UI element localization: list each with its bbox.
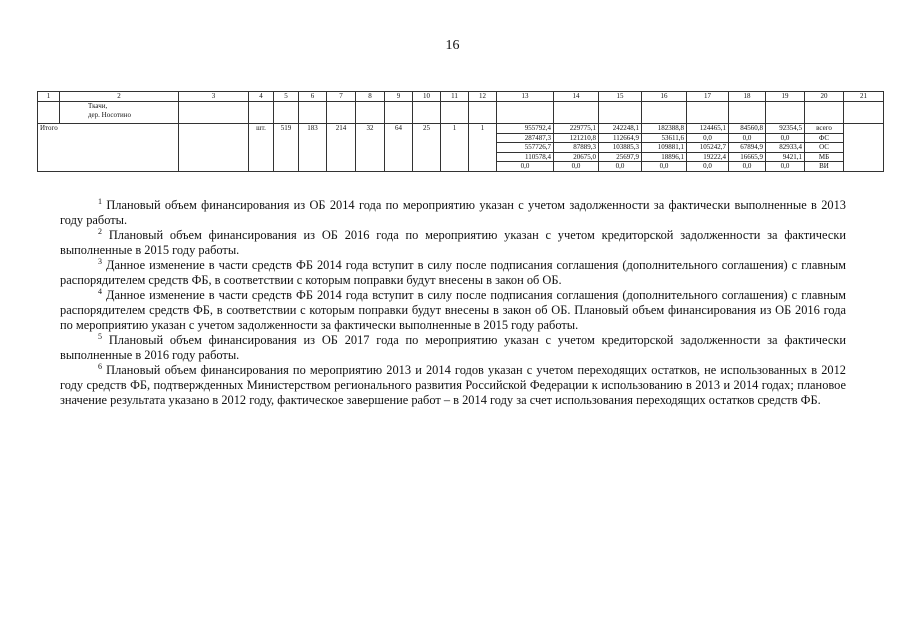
source-cell: ФС: [805, 133, 844, 143]
funding-cell: 229775,1: [554, 124, 599, 134]
count-cell: 519: [274, 124, 299, 172]
column-number: 17: [687, 92, 729, 102]
funding-cell: 92354,5: [766, 124, 805, 134]
footnote-mark: 4: [98, 287, 102, 296]
count-cell: 1: [441, 124, 469, 172]
funding-cell: 109881,1: [642, 143, 687, 153]
footnote-mark: 3: [98, 257, 102, 266]
funding-cell: 105242,7: [687, 143, 729, 153]
funding-cell: 110578,4: [497, 152, 554, 162]
location-label: Ткачи, дер. Носотино: [60, 102, 179, 124]
funding-cell: 0,0: [729, 162, 766, 172]
footnote-mark: 2: [98, 227, 102, 236]
funding-cell: 53611,6: [642, 133, 687, 143]
funding-cell: 287487,3: [497, 133, 554, 143]
count-cell: 25: [413, 124, 441, 172]
funding-cell: 0,0: [687, 133, 729, 143]
funding-cell: 0,0: [766, 133, 805, 143]
footnote: [60, 258, 846, 288]
column-number-row: [38, 92, 884, 102]
column-number: 20: [805, 92, 844, 102]
table-row: [38, 124, 884, 134]
column-number: 19: [766, 92, 805, 102]
funding-cell: 124465,1: [687, 124, 729, 134]
column-number: 21: [844, 92, 884, 102]
column-number: 3: [179, 92, 249, 102]
funding-cell: 84560,8: [729, 124, 766, 134]
column-number: 11: [441, 92, 469, 102]
footnote: [60, 333, 846, 363]
column-number: 6: [299, 92, 327, 102]
page-number: 16: [445, 38, 460, 53]
count-cell: 183: [299, 124, 327, 172]
footnote: [60, 288, 846, 333]
footnote-text: Плановый объем финансирования из ОБ 2016 года по мероприятию указан с учетом кредиторской задолженности за фактически выполненные в 2015 году работы.: [60, 228, 846, 257]
funding-cell: 0,0: [766, 162, 805, 172]
source-cell: ВИ: [805, 162, 844, 172]
funding-cell: 82933,4: [766, 143, 805, 153]
footnote: [60, 198, 846, 228]
funding-cell: 0,0: [554, 162, 599, 172]
funding-cell: 121210,8: [554, 133, 599, 143]
funding-cell: 25697,9: [599, 152, 642, 162]
funding-cell: 242248,1: [599, 124, 642, 134]
funding-cell: 0,0: [497, 162, 554, 172]
funding-cell: 0,0: [642, 162, 687, 172]
total-label: Итого: [38, 124, 179, 172]
funding-cell: 955792,4: [497, 124, 554, 134]
table-row: [38, 102, 884, 124]
funding-cell: 19222,4: [687, 152, 729, 162]
column-number: 7: [327, 92, 356, 102]
funding-cell: 18896,1: [642, 152, 687, 162]
funding-cell: 0,0: [599, 162, 642, 172]
source-cell: всего: [805, 124, 844, 134]
count-cell: 64: [385, 124, 413, 172]
footnote-mark: 1: [98, 197, 102, 206]
count-cell: 32: [356, 124, 385, 172]
funding-cell: 20675,0: [554, 152, 599, 162]
column-number: 10: [413, 92, 441, 102]
funding-cell: 103885,3: [599, 143, 642, 153]
footnote-mark: 5: [98, 332, 102, 341]
funding-cell: 9421,1: [766, 152, 805, 162]
source-cell: ОС: [805, 143, 844, 153]
unit-cell: шт.: [249, 124, 274, 172]
footnote-text: Данное изменение в части средств ФБ 2014 года вступит в силу после подписания соглашения (дополнительного соглашения) с главным распорядителем средств ФБ, в соответствии с которым поправки будут внесены в закон об ОБ. Плановый объем финансирования из ОБ 2016 года по мероприятию указан с учетом задолженности за фактически выполненные в 2015 году работы.: [60, 288, 846, 332]
funding-cell: 87889,3: [554, 143, 599, 153]
funding-cell: 0,0: [687, 162, 729, 172]
column-number: 1: [38, 92, 60, 102]
column-number: 14: [554, 92, 599, 102]
column-number: 13: [497, 92, 554, 102]
funding-cell: 16665,9: [729, 152, 766, 162]
column-number: 8: [356, 92, 385, 102]
column-number: 12: [469, 92, 497, 102]
funding-cell: 67894,9: [729, 143, 766, 153]
footnote-mark: 6: [98, 362, 102, 371]
source-cell: МБ: [805, 152, 844, 162]
footnote: [60, 363, 846, 408]
footnote-text: Данное изменение в части средств ФБ 2014 года вступит в силу после подписания соглашения (дополнительного соглашения) с главным распорядителем средств ФБ, в соответствии с которым поправки будут внесены в закон об ОБ.: [60, 258, 846, 287]
count-cell: 214: [327, 124, 356, 172]
column-number: 18: [729, 92, 766, 102]
column-number: 4: [249, 92, 274, 102]
column-number: 5: [274, 92, 299, 102]
footnote-text: Плановый объем финансирования из ОБ 2014 года по мероприятию указан с учетом задолженности за фактически выполненные в 2013 году работы.: [60, 198, 846, 227]
footnote-text: Плановый объем финансирования из ОБ 2017 года по мероприятию указан с учетом кредиторской задолженности за фактически выполненные в 2016 году работы.: [60, 333, 846, 362]
count-cell: 1: [469, 124, 497, 172]
column-number: 9: [385, 92, 413, 102]
footnotes: [60, 198, 846, 408]
column-number: 2: [60, 92, 179, 102]
funding-table: [37, 91, 884, 172]
footnote-text: Плановый объем финансирования по мероприятию 2013 и 2014 годов указан с учетом переходящих остатков, не использованных в 2012 году средств ФБ, подтвержденных Министерством регионального развития Российской Федерации к использованию в 2013 и 2014 годах; плановое значение результата указано в 2012 году, фактическое завершение работ – в 2014 году за счет использования переходящих остатков средств ФБ.: [60, 363, 846, 407]
funding-cell: 112664,9: [599, 133, 642, 143]
funding-cell: 182388,8: [642, 124, 687, 134]
footnote: [60, 228, 846, 258]
funding-cell: 0,0: [729, 133, 766, 143]
column-number: 15: [599, 92, 642, 102]
column-number: 16: [642, 92, 687, 102]
funding-cell: 557726,7: [497, 143, 554, 153]
